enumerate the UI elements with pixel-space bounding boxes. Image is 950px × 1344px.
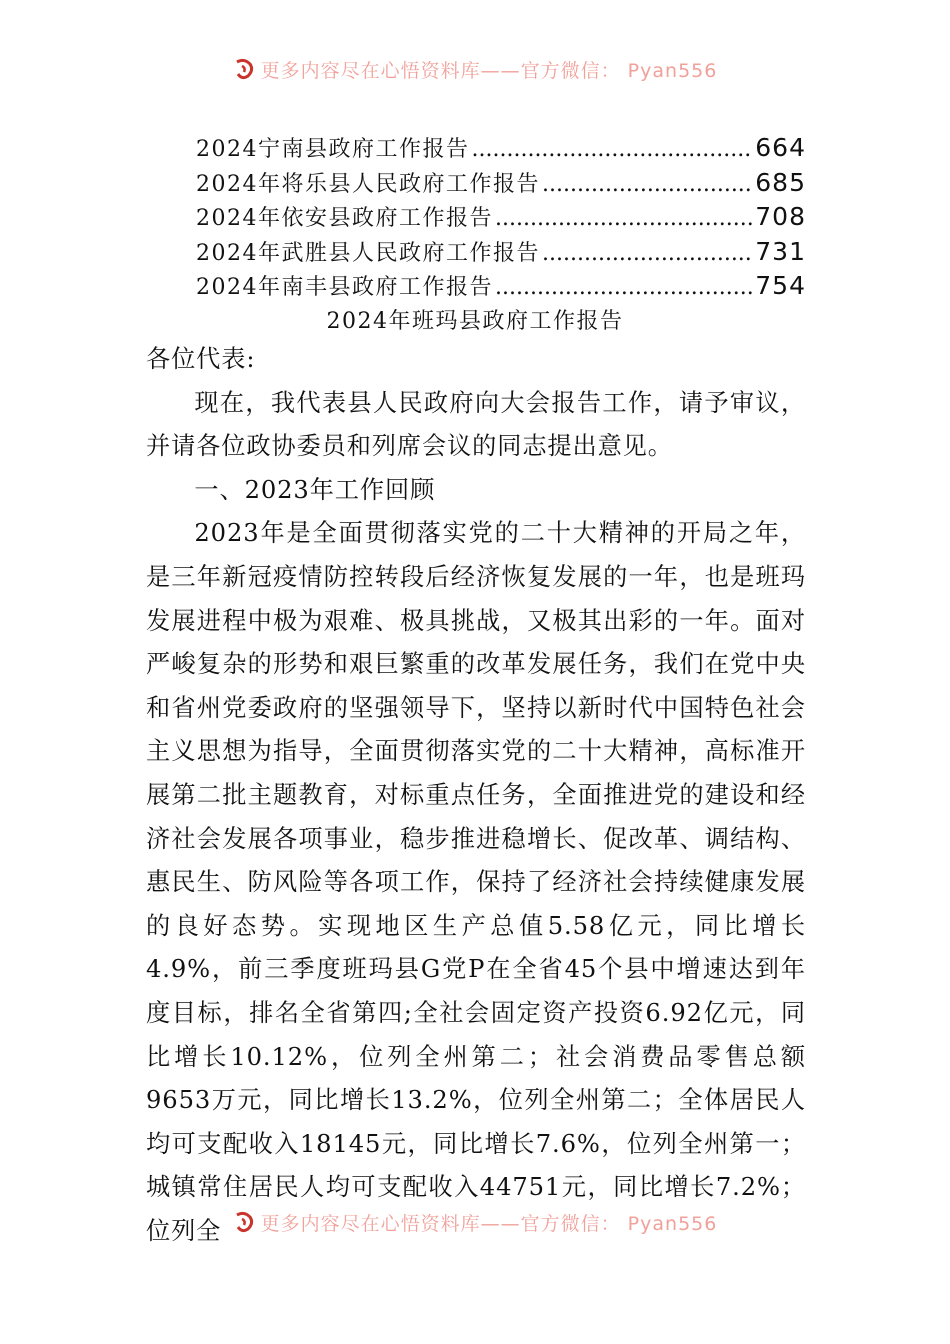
toc-entry-page: 754 [755, 271, 806, 300]
brand-logo-icon [233, 58, 255, 80]
intro-paragraph: 现在，我代表县人民政府向大会报告工作，请予审议，并请各位政协委员和列席会议的同志提出意见。 [146, 388, 806, 461]
salutation: 各位代表: [146, 345, 256, 373]
toc-entry-title: 2024年武胜县人民政府工作报告 [196, 240, 540, 266]
watermark-footer [0, 1209, 950, 1235]
toc-entry-page: 664 [755, 133, 806, 162]
toc-leader-dots [495, 275, 753, 300]
toc-entry-title: 2024年依安县政府工作报告 [196, 206, 493, 231]
toc-entry[interactable] [196, 167, 806, 202]
document-title: 2024年班玛县政府工作报告 [326, 309, 624, 334]
toc-entry-page: 708 [755, 202, 806, 231]
table-of-contents [196, 132, 806, 305]
toc-leader-dots [495, 206, 753, 231]
toc-entry-title: 2024宁南县政府工作报告 [196, 137, 470, 162]
watermark-text: 更多内容尽在心悟资料库——官方微信： Pyan556 [260, 59, 718, 82]
toc-leader-dots [542, 241, 753, 266]
toc-entry[interactable] [196, 201, 806, 236]
watermark-text: 更多内容尽在心悟资料库——官方微信： Pyan556 [260, 1212, 718, 1235]
toc-entry[interactable] [196, 236, 806, 271]
body-paragraph: 2023年是全面贯彻落实党的二十大精神的开局之年，是三年新冠疫情防控转段后经济恢复发展的一年，也是班玛发展进程中极为艰难、极具挑战，又极其出彩的一年。面对严峻复杂的形势和艰巨繁重的改革发展任务，我们在党中央和省州党委政府的坚强领导下，坚持以新时代中国特色社会主义思想为指导，全面贯彻落实党的二十大精神，高标准开展第二批主题教育，对标重点任务，全面推进党的建设和经济社会发展各项事业，稳步推进稳增长、促改革、调结构、惠民生、防风险等各项工作，保持了经济社会持续健康发展的良好态势。实现地区生产总值5.58亿元，同比增长4.9%，前三季度班玛县G党P在全省45个县中增速达到年度目标，排名全省第四;全社会固定资产投资6.92亿元，同比增长10.12%，位列全州第二；社会消费品零售总额9653万元，同比增长13.2%，位列全州第二；全体居民人均可支配收入18145元，同比增长7.6%，位列全州第一；城镇常住居民人均可支配收入44751元，同比增长7.2%；位列全 [146, 519, 806, 1245]
document-body [146, 338, 806, 1253]
toc-entry[interactable] [196, 132, 806, 167]
section-heading: 一、2023年工作回顾 [194, 475, 436, 504]
watermark-header [0, 56, 950, 82]
toc-entry-title: 2024年将乐县人民政府工作报告 [196, 171, 540, 197]
toc-leader-dots [542, 172, 753, 197]
toc-entry-title: 2024年南丰县政府工作报告 [196, 275, 493, 300]
toc-entry-page: 685 [755, 167, 806, 197]
brand-logo-icon [233, 1211, 255, 1233]
toc-entry[interactable] [196, 270, 806, 305]
toc-leader-dots [472, 137, 754, 162]
toc-entry-page: 731 [755, 236, 806, 266]
